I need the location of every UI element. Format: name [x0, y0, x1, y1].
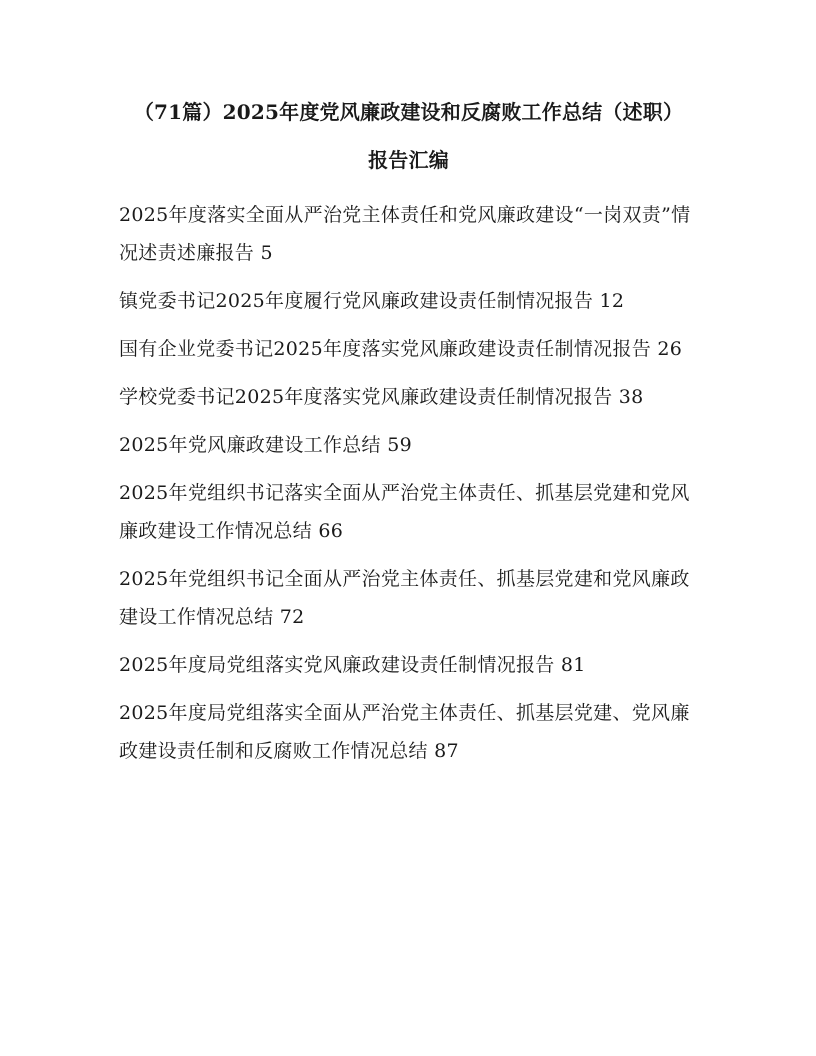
toc-entry: 镇党委书记2025年度履行党风廉政建设责任制情况报告 12: [119, 290, 625, 312]
document-title: [119, 88, 698, 184]
title-line-2: 报告汇编: [368, 148, 449, 172]
toc-entry: 国有企业党委书记2025年度落实党风廉政建设责任制情况报告 26: [119, 338, 683, 360]
toc-entry: 2025年党组织书记全面从严治党主体责任、抓基层党建和党风廉政建设工作情况总结 72: [119, 568, 690, 628]
toc-entry: 2025年党组织书记落实全面从严治党主体责任、抓基层党建和党风廉政建设工作情况总结 66: [119, 482, 690, 542]
toc-entry: 学校党委书记2025年度落实党风廉政建设责任制情况报告 38: [119, 386, 644, 408]
title-line-1: （71篇）2025年度党风廉政建设和反腐败工作总结（述职）: [133, 100, 684, 124]
toc-entry: 2025年度局党组落实全面从严治党主体责任、抓基层党建、党风廉政建设责任制和反腐败工作情况总结 87: [119, 702, 690, 762]
toc-entry: 2025年度落实全面从严治党主体责任和党风廉政建设“一岗双责”情况述责述廉报告 5: [119, 204, 691, 264]
toc-entry: 2025年党风廉政建设工作总结 59: [119, 434, 412, 456]
table-of-contents: [119, 196, 698, 770]
toc-entry: 2025年度局党组落实党风廉政建设责任制情况报告 81: [119, 654, 586, 676]
